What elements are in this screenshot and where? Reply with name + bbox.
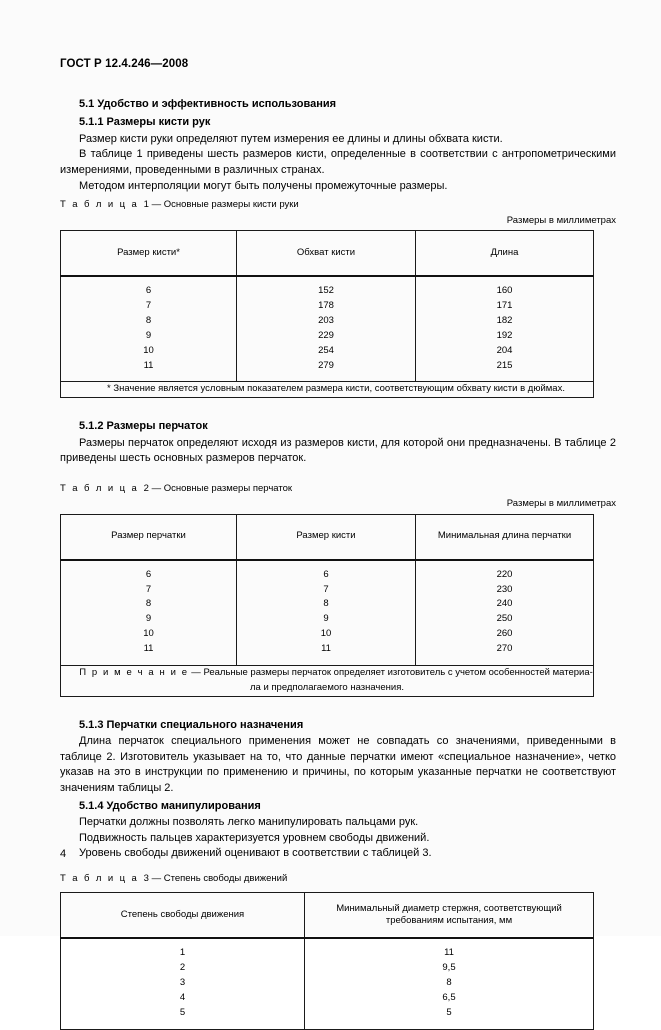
table-1-col-3-values [416,276,594,382]
table-cell-value: 254 [318,344,334,356]
table-cell-value: 11 [321,643,331,655]
table-1-caption-title: — Основные размеры кисти руки [151,199,299,211]
clause-5-1-4-title: 5.1.4 Удобство манипулирования [79,799,261,812]
table-2-data-row [61,560,594,666]
table-cell-value: 152 [318,284,334,296]
table-3-caption-title: — Степень свободы движений [151,873,288,885]
table-1-header-cell-3: Длина [416,230,594,276]
table-3-header-cell-2: Минимальный диаметр стержня, соответствующий требованиям испытания, мм [305,893,594,939]
table-3-header-cell-1: Степень свободы движения [61,893,305,939]
table-2 [60,514,594,697]
table-cell-value: 230 [496,583,513,595]
table-3-col-2-values [305,938,594,1029]
table-cell-value: 8 [323,598,329,610]
table-cell-value: 5 [179,1006,186,1018]
table-3-caption-number: 3 [143,873,149,885]
table-3-col-1-values [61,938,305,1029]
table-cell-value: 9 [145,329,152,341]
page-number: 4 [60,848,67,860]
table-cell-value: 171 [496,299,513,311]
table-cell-value: 6 [145,568,152,580]
clause-5-1-1-paragraph-1: Размер кисти руки определяют путем измерения ее длины и длины обхвата кисти. [79,132,503,145]
clause-5-1-1-paragraph-2: В таблице 1 приведены шесть размеров кисти, определенные в соответствии с антропометрическими измерениями, проведенными в различных странах. [60,148,616,177]
clause-5-1-2-title: 5.1.2 Размеры перчаток [79,420,208,433]
table-cell-value: 160 [496,284,513,296]
table-2-header-cell-2: Размер кисти [237,514,416,560]
table-3-header-row [61,893,594,939]
table-2-units: Размеры в миллиметрах [506,498,616,510]
table-3 [60,892,594,1030]
table-cell-value: 6 [145,284,152,296]
table-cell-value: 8 [145,314,152,326]
table-3-caption [60,873,616,885]
table-2-col-3-values [416,560,594,666]
clause-5-1-1-paragraph-3: Методом интерполяции могут быть получены промежуточные размеры. [79,179,448,192]
table-1-caption [60,199,616,211]
clause-5-1-2-paragraph-1: Размеры перчаток определяют исходя из размеров кисти, для которой они предназначены. В таблице 2 приведены шесть основных размеров перчаток. [60,436,616,465]
table-cell-value: 7 [145,583,152,595]
table-2-col-1-values [61,560,237,666]
table-cell-value: 10 [143,628,154,640]
table-1-col-2-values [237,276,416,382]
table-2-header-cell-3: Минимальная длина перчатки [416,514,594,560]
table-cell-value: 5 [446,1006,452,1018]
table-cell-value: 8 [446,977,452,989]
table-cell-value: 182 [496,314,513,326]
clause-5-1-title: 5.1 Удобство и эффективность использования [79,97,337,110]
table-2-note-text: — Реальные размеры перчаток определяет изготовитель с учетом особенностей материала и предполагаемого назначения. [188,667,593,693]
table-cell-value: 9 [323,613,329,625]
table-1-header-cell-2: Обхват кисти [237,230,416,276]
table-1-footnote-row [61,382,594,398]
table-cell-value: 178 [318,299,334,311]
table-2-caption [60,483,616,495]
page-content [60,58,616,1030]
table-2-caption-label: Т а б л и ц а [60,482,139,494]
table-1-footnote [61,382,594,398]
table-3-caption-label: Т а б л и ц а [60,873,139,885]
table-cell-value: 9,5 [442,962,456,974]
table-cell-value: 192 [496,329,513,341]
clause-5-1-4-paragraph-1: Перчатки должны позволять легко манипулировать пальцами рук. [79,816,419,829]
table-3-data-row [61,938,594,1029]
table-cell-value: 7 [323,583,329,595]
table-cell-value: 220 [496,568,513,580]
clause-5-1-3-title: 5.1.3 Перчатки специального назначения [79,718,304,731]
clause-5-1-4-paragraph-2: Подвижность пальцев характеризуется уровнем свободы движений. [79,831,430,844]
table-1-col-1-values [61,276,237,382]
table-2-caption-number: 2 [143,482,149,494]
table-cell-value: 6 [323,568,329,580]
table-1-header-cell-1: Размер кисти* [61,230,237,276]
table-cell-value: 7 [145,299,152,311]
table-cell-value: 260 [496,628,513,640]
table-cell-value: 11 [143,359,154,371]
table-cell-value: 11 [143,643,154,655]
table-1-units: Размеры в миллиметрах [506,214,616,226]
document-standard-header: ГОСТ Р 12.4.246—2008 [60,58,189,70]
table-2-col-2-values [237,560,416,666]
table-cell-value: 8 [145,598,152,610]
table-cell-value: 250 [496,613,513,625]
table-cell-value: 270 [496,643,513,655]
table-1-footnote-text: * Значение является условным показателем размера кисти, соответствующим обхвату кисти в дюймах. [107,383,565,395]
clause-5-1-3-paragraph-1: Длина перчаток специального применения может не совпадать со значениями, приведенными в таблице 2. Изготовитель указывает на то, что данные перчатки имеют «специальное назначение», четко указав на это в инструкции по применению и причины, по которым указанные перчатки не соответствуют значениям таблицы 2. [60,735,616,794]
table-cell-value: 10 [143,344,154,356]
table-2-note-label: П р и м е ч а н и е [79,667,189,679]
table-cell-value: 229 [318,329,334,341]
table-cell-value: 11 [444,947,454,959]
table-1 [60,230,594,398]
table-1-header-row [61,230,594,276]
table-cell-value: 240 [496,598,513,610]
table-cell-value: 2 [179,962,186,974]
table-cell-value: 1 [179,947,186,959]
table-1-data-row [61,276,594,382]
table-cell-value: 215 [496,359,513,371]
table-cell-value: 9 [145,613,152,625]
table-cell-value: 10 [320,628,332,640]
table-cell-value: 4 [179,992,186,1004]
table-2-note-row [61,666,594,696]
table-cell-value: 204 [496,344,513,356]
table-2-caption-title: — Основные размеры перчаток [151,482,293,494]
table-cell-value: 279 [318,359,334,371]
table-cell-value: 6,5 [442,992,456,1004]
table-1-caption-label: Т а б л и ц а [60,199,139,211]
table-cell-value: 3 [179,977,186,989]
table-2-note [61,666,594,696]
clause-5-1-4-paragraph-3: Уровень свободы движений оценивают в соответствии с таблицей 3. [79,847,432,860]
table-2-header-row [61,514,594,560]
table-cell-value: 203 [318,314,334,326]
table-2-header-cell-1: Размер перчатки [61,514,237,560]
table-1-caption-number: 1 [143,199,149,211]
clause-5-1-1-title: 5.1.1 Размеры кисти рук [79,116,211,129]
